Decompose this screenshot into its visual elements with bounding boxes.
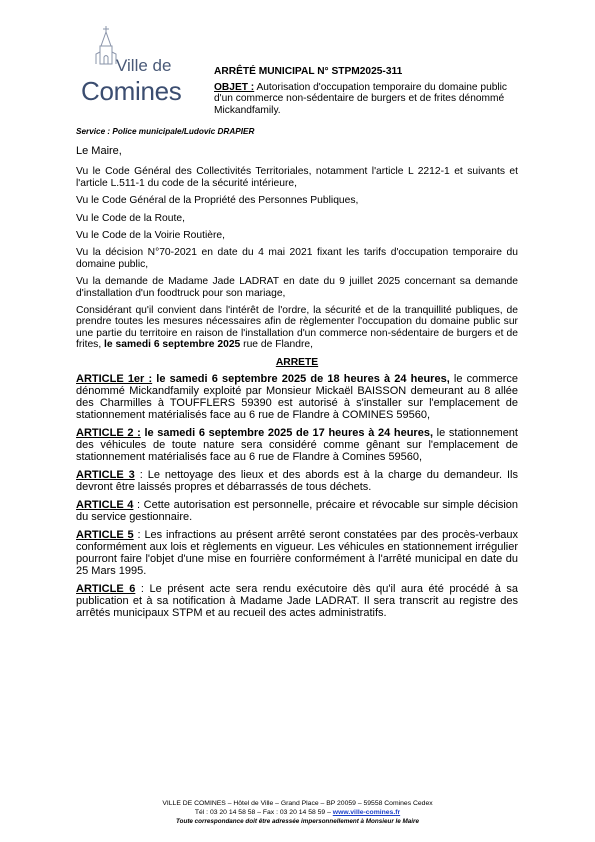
footer-address: VILLE DE COMINES – Hôtel de Ville – Grand Place – BP 20059 – 59558 Comines Cedex <box>162 800 433 807</box>
service-line: Service : Police municipale/Ludovic DRAPIER <box>76 127 255 136</box>
city-logo <box>80 26 192 110</box>
article-date: le samedi 6 septembre 2025 de 17 heures à 24 heures, <box>140 427 433 440</box>
footer-contact <box>60 809 535 818</box>
church-icon <box>94 26 118 66</box>
considerant-text: Considérant qu'il convient dans l'intérêt de l'ordre, la sécurité et de la tranquillité publiques, de prendre toutes les mesures nécessaires afin de règlementer l'occupation du domaine public sur une partie du territoire en raison de l'installation d'un commerce non-sédentaire de burgers et de frites, <box>76 305 518 351</box>
article-6 <box>76 583 518 619</box>
logo-comines: Comines <box>81 76 182 106</box>
mayor-line: Le Maire, <box>76 145 122 157</box>
article-4 <box>76 499 518 523</box>
article-5 <box>76 529 518 577</box>
vu-clause: Vu le Code Général de la Propriété des Personnes Publiques, <box>76 195 359 207</box>
article-3 <box>76 469 518 493</box>
decree-body <box>76 146 518 625</box>
website-link[interactable]: www.ville-comines.fr <box>332 808 401 816</box>
article-label: ARTICLE 4 <box>76 499 134 512</box>
article-date: le samedi 6 septembre 2025 de 18 heures à 24 heures, <box>152 373 450 386</box>
article-text: le stationnement des véhicules de toute nature sera considéré comme gênant sur l'emplacement de stationnement matérialisés face au 6 rue de Flandre à Comines 59560, <box>76 427 518 464</box>
article-text: : Le nettoyage des lieux et des abords est à la charge du demandeur. Ils devront être laissés propres et débarrassés de tous déchets. <box>76 469 518 494</box>
decree-object <box>214 82 514 117</box>
article-label: ARTICLE 2 : <box>76 427 141 440</box>
object-label: OBJET : <box>214 81 255 93</box>
considerant-end: rue de Flandre, <box>240 339 313 351</box>
article-text: : Les infractions au présent arrêté seront constatées par des procès-verbaux conformément aux lois et règlements en vigueur. Les véhicules en stationnement irrégulier pourront faire l'objet d'une mise en fourrière conformément à l'arrêté municipal en date du 25 Mars 1995. <box>76 529 518 578</box>
vu-clause: Vu la demande de Madame Jade LADRAT en date du 9 juillet 2025 concernant sa demande d'installation d'un foodtruck pour son mariage, <box>76 276 518 299</box>
decree-title: ARRÊTÉ MUNICIPAL N° STPM2025-311 <box>214 66 403 77</box>
article-1 <box>76 373 518 421</box>
object-text: Autorisation d'occupation temporaire du domaine public d'un commerce non-sédentaire de burgers et de frites dénommé Mickandfamily. <box>214 81 508 116</box>
decree-header <box>214 66 514 116</box>
article-text: : Cette autorisation est personnelle, précaire et révocable sur simple décision du service gestionnaire. <box>76 499 518 524</box>
article-text: : Le présent acte sera rendu exécutoire dès qu'il aura été procédé à sa publication et à sa notification à Madame Jade LADRAT. Il sera transcrit au registre des arrêtés municipaux STPM et au recueil des actes administratifs. <box>76 583 518 620</box>
footer-phone: Tél : 03 20 14 58 58 – Fax : 03 20 14 58 59 – <box>194 808 333 816</box>
vu-clause: Vu le Code Général des Collectivités Territoriales, notamment l'article L 2212-1 et suivants et l'article L.511-1 du code de la sécurité intérieure, <box>76 166 518 189</box>
article-2 <box>76 427 518 463</box>
considerant-date: le samedi 6 septembre 2025 <box>104 339 241 351</box>
vu-clause: Vu le Code de la Route, <box>76 212 185 224</box>
logo-ville: Ville de <box>116 56 172 75</box>
footer-note: Toute correspondance doit être adressée impersonnellement à Monsieur le Maire <box>176 817 419 825</box>
article-text: le commerce dénommé Mickandfamily exploité par Monsieur Mickaël BAISSON demeurant au 8 allée des Charmilles à TOUFFLERS 59390 est autorisé à s'installer sur l'emplacement de stationnement matérialisés face au 6 rue de Flandre à COMINES 59560, <box>76 373 518 422</box>
arrete-heading: ARRETE <box>275 356 319 368</box>
article-label: ARTICLE 1er : <box>76 373 153 386</box>
article-label: ARTICLE 6 <box>76 583 136 596</box>
vu-clause: Vu le Code de la Voirie Routière, <box>76 230 226 242</box>
article-label: ARTICLE 5 <box>76 529 134 542</box>
page-footer <box>60 800 535 826</box>
vu-clause: Vu la décision N°70-2021 en date du 4 mai 2021 fixant les tarifs d'occupation temporaire du domaine public, <box>76 247 518 270</box>
considerant-clause <box>76 305 518 351</box>
article-label: ARTICLE 3 <box>76 469 135 482</box>
